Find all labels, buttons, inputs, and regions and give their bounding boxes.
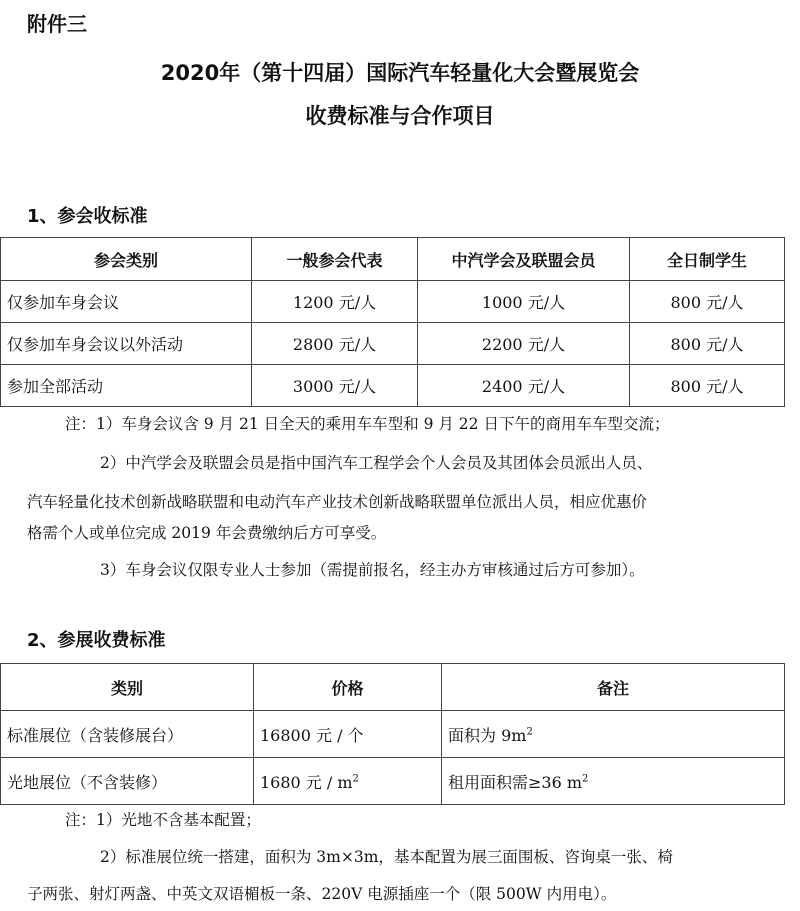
remark-text: 面积为 9m (448, 725, 527, 745)
document-title: 2020年（第十四届）国际汽车轻量化大会暨展览会 (160, 61, 640, 85)
cell-remark (442, 758, 785, 805)
cell-student: 800 元/人 (630, 281, 785, 323)
cell-general: 1200 元/人 (252, 281, 418, 323)
exhibition-fee-table (0, 663, 785, 805)
remark-text: 租用面积需≥36 m (448, 772, 583, 792)
header-general: 一般参会代表 (252, 238, 418, 281)
table-row (1, 323, 785, 365)
exhibit-note-2: 2）标准展位统一搭建，面积为 3m×3m，基本配置为展三面围板、咨询桌一张、椅 (100, 848, 673, 866)
table-row (1, 711, 785, 758)
cell-price (254, 758, 442, 805)
note-2-cont: 汽车轻量化技术创新战略联盟和电动汽车产业技术创新战略联盟单位派出人员，相应优惠价 (27, 493, 648, 511)
cell-student: 800 元/人 (630, 323, 785, 365)
cell-remark (442, 711, 785, 758)
remark-superscript: 2 (526, 726, 533, 738)
price-text: 1680 元 / m (260, 772, 353, 792)
cell-category: 光地展位（不含装修） (1, 758, 254, 805)
header-student: 全日制学生 (630, 238, 785, 281)
table-row (1, 758, 785, 805)
table-header-row (1, 664, 785, 711)
table-header-row (1, 238, 785, 281)
note-3: 3）车身会议仅限专业人士参加（需提前报名，经主办方审核通过后方可参加）。 (100, 561, 645, 579)
price-text: 16800 元 / 个 (260, 725, 364, 745)
cell-member: 2400 元/人 (418, 365, 630, 407)
cell-category: 标准展位（含装修展台） (1, 711, 254, 758)
cell-general: 2800 元/人 (252, 323, 418, 365)
header-member: 中汽学会及联盟会员 (418, 238, 630, 281)
exhibit-note-2-cont: 子两张、射灯两盏、中英文双语楣板一条、220V 电源插座一个（限 500W 内用电）。 (27, 885, 617, 903)
attachment-label: 附件三 (27, 12, 87, 36)
cell-price (254, 711, 442, 758)
price-superscript: 2 (352, 773, 359, 785)
exhibit-note-1: 注：1）光地不含基本配置； (65, 811, 261, 829)
attendance-fee-table (0, 237, 785, 407)
table-row (1, 365, 785, 407)
section2-heading: 2、参展收费标准 (27, 630, 166, 651)
note-2-end: 格需个人或单位完成 2019 年会费缴纳后方可享受。 (27, 524, 387, 542)
remark-superscript: 2 (582, 773, 589, 785)
note-1: 注：1）车身会议含 9 月 21 日全天的乘用车车型和 9 月 22 日下午的商用车车型交流； (65, 415, 670, 433)
header-price: 价格 (254, 664, 442, 711)
cell-category: 仅参加车身会议 (1, 281, 252, 323)
document-subtitle: 收费标准与合作项目 (305, 104, 495, 128)
cell-category: 仅参加车身会议以外活动 (1, 323, 252, 365)
cell-member: 1000 元/人 (418, 281, 630, 323)
cell-member: 2200 元/人 (418, 323, 630, 365)
cell-category: 参加全部活动 (1, 365, 252, 407)
cell-student: 800 元/人 (630, 365, 785, 407)
cell-general: 3000 元/人 (252, 365, 418, 407)
header-category: 参会类别 (1, 238, 252, 281)
note-2: 2）中汽学会及联盟会员是指中国汽车工程学会个人会员及其团体会员派出人员、 (100, 454, 653, 472)
table-row (1, 281, 785, 323)
header-category: 类别 (1, 664, 254, 711)
header-remark: 备注 (442, 664, 785, 711)
section1-heading: 1、参会收标准 (27, 206, 148, 227)
